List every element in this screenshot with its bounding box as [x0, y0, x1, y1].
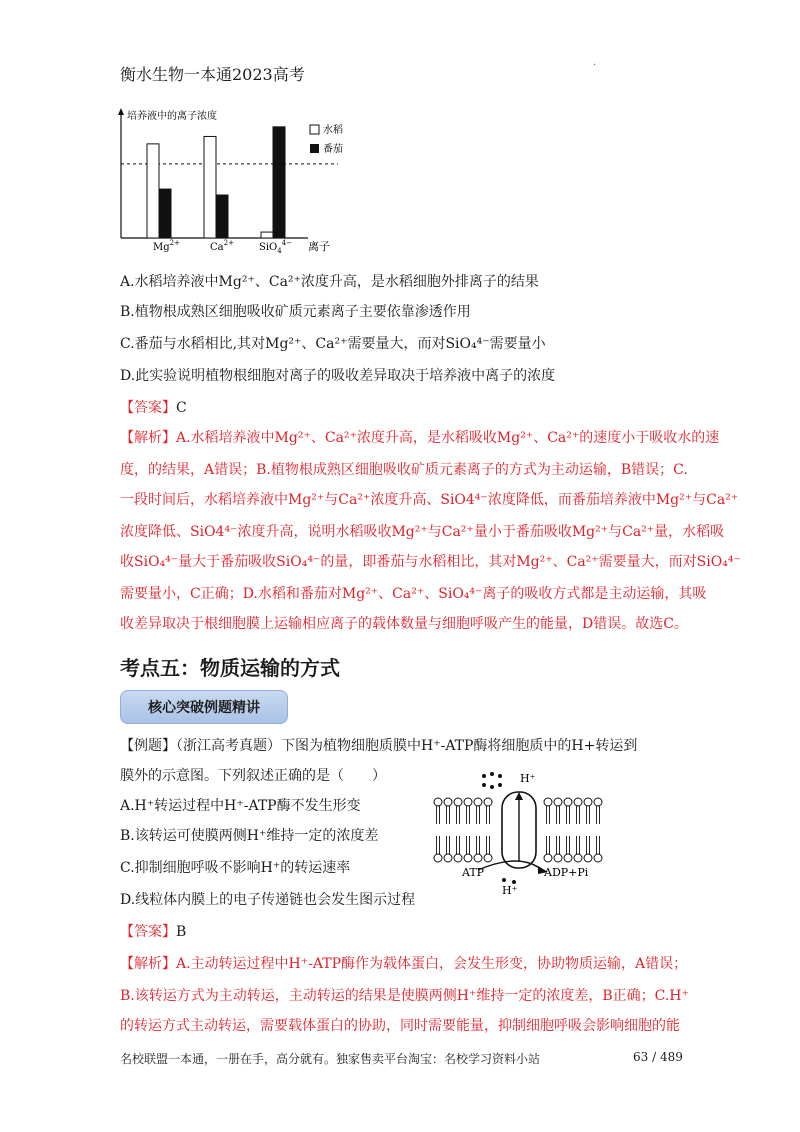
section-badge: 核心突破例题精讲 [120, 690, 288, 724]
membrane-atpase-diagram [432, 766, 612, 896]
lipid-head [584, 854, 592, 862]
question-line: 膜外的示意图。下列叙述正确的是（ ） [120, 768, 386, 784]
lipid-head [564, 798, 572, 806]
extracellular-h-dots [482, 772, 502, 789]
adp-label: ADP+Pi [544, 866, 589, 879]
option-d: D.线粒体内膜上的电子传递链也会发生图示过程 [120, 892, 416, 908]
x-tick-label: $Ca^{2+}$ [210, 239, 234, 253]
lipid-head [454, 798, 462, 806]
section-title: 考点五：物质运输的方式 [120, 656, 340, 680]
chart-legend [310, 123, 343, 155]
lipid-head [474, 798, 482, 806]
header-dot: · [593, 60, 597, 71]
bar-tomato-mg [159, 189, 171, 238]
analysis-line: 的转运方式主动转运，需要载体蛋白的协助，同时需要能量，抑制细胞呼吸会影响细胞的能 [120, 1018, 680, 1034]
bar-rice-sio [261, 232, 273, 238]
ion-bar-chart [118, 104, 368, 254]
answer-value: C [176, 400, 187, 416]
answer-tag: 【答案】 [120, 924, 176, 940]
lipid-head [564, 854, 572, 862]
answer-2 [120, 922, 186, 942]
lipid-head [554, 854, 562, 862]
option-c: C.番茄与水稻相比,其对Mg²⁺、Ca²⁺需要量大，而对SiO₄⁴⁻需要量小 [120, 336, 546, 352]
x-tick-label: $Mg^{2+}$ [153, 239, 180, 253]
legend-label-rice: 水稻 [323, 125, 343, 136]
lipid-head [484, 798, 492, 806]
analysis-line: 需要量小，C正确；D.水稻和番茄对Mg²⁺、Ca²⁺、SiO₄⁴⁻离子的吸收方式都是主动运输，其吸 [120, 586, 707, 602]
question-line: 【例题】（浙江高考真题）下图为植物细胞质膜中H⁺-ATP酶将细胞质中的H+转运到 [120, 738, 638, 754]
x-tick-label: SiO$_4^{4-}$ [259, 239, 293, 254]
x-tick-sup: 4− [281, 239, 293, 247]
page-footer: 名校联盟一本通，一册在手，高分就有。独家售卖平台淘宝：名校学习资料小站 [120, 1052, 541, 1066]
legend-label-tomato: 番茄 [323, 144, 343, 155]
lipid-head [584, 798, 592, 806]
y-axis-arrow [118, 108, 124, 115]
answer-value: B [176, 924, 187, 940]
lipid-head [484, 854, 492, 862]
analysis-line: 【解析】A.水稻培养液中Mg²⁺、Ca²⁺浓度升高，是水稻吸收Mg²⁺、Ca²⁺的速度小于吸收水的速 [120, 430, 720, 446]
h-plus-bottom-label: H⁺ [502, 884, 518, 896]
analysis-line: 一段时间后，水稻培养液中Mg²⁺与Ca²⁺浓度升高、SiO4⁴⁻浓度降低，而番茄培养液中Mg²⁺与Ca²⁺ [120, 492, 739, 508]
x-tick-sup: 2+ [223, 239, 234, 247]
option-c: C.抑制细胞呼吸不影响H⁺的转运速率 [120, 860, 351, 876]
x-tick-sub: 4 [277, 247, 282, 254]
lipid-head [594, 798, 602, 806]
lipid-head [574, 854, 582, 862]
analysis-line: 【解析】A.主动转运过程中H⁺-ATP酶作为载体蛋白，会发生形变，协助物质运输，A错误； [120, 956, 688, 972]
atp-label: ATP [462, 866, 485, 879]
bar-rice-ca [204, 136, 216, 238]
analysis-line: 收差异取决于根细胞膜上运输相应离子的载体数量与细胞呼吸产生的能量，D错误。故选C。 [120, 616, 688, 632]
lipid-head [434, 798, 442, 806]
answer-1 [120, 398, 187, 418]
chart-y-label: 培养液中的离子浓度 [127, 111, 217, 122]
lipid-head [444, 854, 452, 862]
lipid-head [474, 854, 482, 862]
option-b: B.该转运可使膜两侧H⁺维持一定的浓度差 [120, 828, 379, 844]
analysis-line: 度，的结果，A错误；B.植物根成熟区细胞吸收矿质元素离子的方式为主动运输，B错误；C. [120, 462, 688, 478]
lipid-head [464, 798, 472, 806]
page-number: 63 / 489 [633, 1050, 683, 1064]
bar-tomato-ca [216, 195, 228, 238]
lipid-head [544, 854, 552, 862]
analysis-line: B.该转运方式为主动转运，主动转运的结果是使膜两侧H⁺维持一定的浓度差，B正确；C.H⁺ [120, 988, 689, 1004]
lipid-head [544, 798, 552, 806]
option-a: A.水稻培养液中Mg²⁺、Ca²⁺浓度升高，是水稻细胞外排离子的结果 [120, 274, 539, 290]
lipid-head [444, 798, 452, 806]
legend-swatch-tomato [310, 144, 319, 153]
analysis-line: 浓度降低、SiO4⁴⁻浓度升高，说明水稻吸收Mg²⁺与Ca²⁺量小于番茄吸收Mg²⁺与Ca²⁺量，水稻吸 [120, 524, 725, 540]
bar-rice-mg [147, 144, 159, 238]
option-d: D.此实验说明植物根细胞对离子的吸收差异取决于培养液中离子的浓度 [120, 368, 556, 384]
h-plus-top-label: H⁺ [520, 772, 536, 785]
option-a: A.H⁺转运过程中H⁺-ATP酶不发生形变 [120, 798, 361, 814]
lipid-head [554, 798, 562, 806]
lipid-head [434, 854, 442, 862]
chart-x-label: 离子 [308, 240, 330, 253]
legend-swatch-rice [310, 125, 319, 134]
x-tick-sup: 2+ [169, 239, 180, 247]
analysis-line: 收SiO₄⁴⁻量大于番茄吸收SiO₄⁴⁻的量，即番茄与水稻相比，其对Mg²⁺、Ca²⁺需要量大，而对SiO₄⁴⁻ [120, 554, 741, 570]
lipid-head [464, 854, 472, 862]
lipid-head [454, 854, 462, 862]
lipid-head [574, 798, 582, 806]
answer-tag: 【答案】 [120, 400, 176, 416]
bar-tomato-sio [273, 127, 285, 238]
page-header: 衡水生物一本通2023高考 [120, 65, 305, 84]
option-b: B.植物根成熟区细胞吸收矿质元素离子主要依靠渗透作用 [120, 304, 471, 320]
lipid-head [594, 854, 602, 862]
